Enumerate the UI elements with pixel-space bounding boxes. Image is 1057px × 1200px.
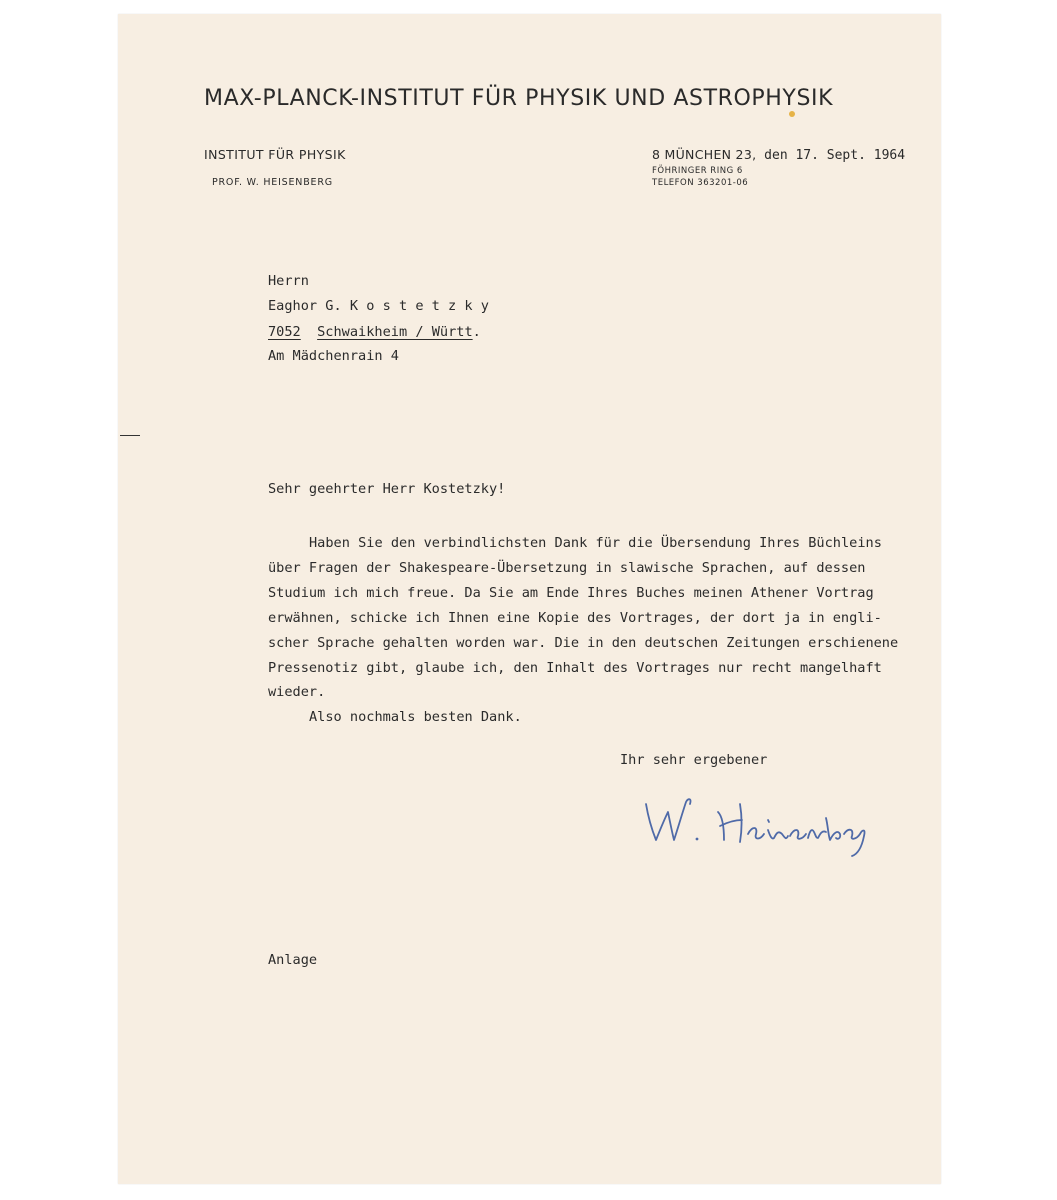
recipient-city-period: . — [472, 324, 481, 340]
body-line: scher Sprache gehalten worden war. Die in den deutschen Zeitungen erschienene — [268, 634, 899, 651]
recipient-salutation: Herrn — [268, 273, 309, 289]
recipient-postcode: 7052 — [268, 324, 301, 340]
place: 8 MÜNCHEN 23, — [652, 147, 757, 162]
greeting: Sehr geehrter Herr Kostetzky! — [268, 481, 506, 497]
institute-phone: TELEFON 363201-06 — [652, 178, 749, 188]
body-line: Studium ich mich freue. Da Sie am Ende Ihres Buches meinen Athener Vortrag — [268, 584, 874, 601]
recipient-street: Am Mädchenrain 4 — [268, 348, 399, 364]
letter-date: den 17. Sept. 1964 — [756, 148, 906, 163]
body-line: wieder. — [268, 684, 326, 701]
body-line: Pressenotiz gibt, glaube ich, den Inhalt des Vortrages nur recht mangelhaft — [268, 659, 882, 676]
enclosure-note: Anlage — [268, 952, 318, 968]
professor-name: PROF. W. HEISENBERG — [212, 177, 333, 188]
institute-name: INSTITUT FÜR PHYSIK — [204, 147, 346, 162]
signature — [640, 790, 880, 862]
stamp-dot — [789, 111, 795, 117]
body-line-closing-thanks: Also nochmals besten Dank. — [309, 709, 522, 726]
institute-street: FÖHRINGER RING 6 — [652, 166, 743, 176]
body-line: Haben Sie den verbindlichsten Dank für die Übersendung Ihres Büchleins — [309, 535, 882, 551]
fold-mark — [120, 435, 140, 436]
letterhead-title: MAX-PLANCK-INSTITUT FÜR PHYSIK UND ASTROPHYSIK — [204, 86, 834, 111]
place-date-line — [652, 146, 905, 164]
recipient-city-line — [268, 324, 481, 340]
letter-body — [268, 531, 928, 730]
body-line: über Fragen der Shakespeare-Übersetzung in slawische Sprachen, auf dessen — [268, 559, 866, 576]
recipient-name: Eaghor G. K o s t e t z k y — [268, 298, 489, 314]
recipient-city: Schwaikheim / Württ — [317, 324, 473, 340]
closing: Ihr sehr ergebener — [620, 752, 768, 768]
letter-sheet — [118, 14, 941, 1184]
body-line: erwähnen, schicke ich Ihnen eine Kopie des Vortrages, der dort ja in engli- — [268, 609, 882, 626]
